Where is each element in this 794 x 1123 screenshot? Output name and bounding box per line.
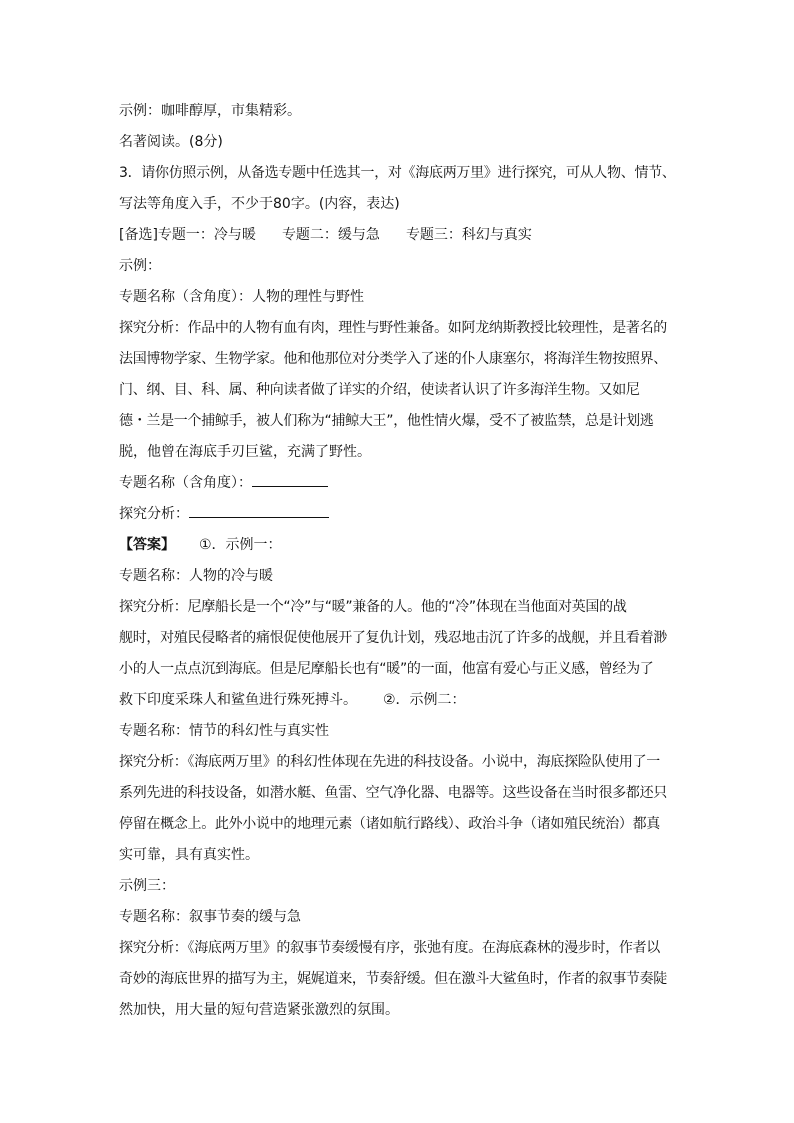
topic-option-1: [备选]专题一：冷与暖 (119, 227, 256, 243)
answer-topic-label: 专题名称（含角度）： (119, 475, 252, 491)
example-topic-name: 专题名称（含角度）：人物的理性与野性 (119, 289, 364, 305)
answer-1-analysis-end: 救下印度采珠人和鲨鱼进行殊死搏斗。 (119, 692, 357, 708)
example-analysis-line: 德・兰是一个捕鲸手，被人们称为“捕鲸大王”，他性情火爆，受不了被监禁，总是计划逃 (119, 413, 654, 429)
answer-header (119, 534, 679, 556)
answer-example-3-label: 示例三： (119, 878, 175, 894)
answer-2-analysis-line: 停留在概念上。此外小说中的地理元素（诸如航行路线）、政治斗争（诸如殖民统治）都真 (119, 816, 660, 832)
answer-3-analysis-line: 然加快，用大量的短句营造紧张激烈的氛围。 (119, 1002, 399, 1018)
section-heading: 名著阅读。(8分) (119, 134, 223, 150)
answer-1-analysis-line: 舰时，对殖民侵略者的痛恨促使他展开了复仇计划，残忍地击沉了许多的战舰，并且看着渺 (119, 630, 667, 646)
answer-2-topic: 专题名称：情节的科幻性与真实性 (119, 723, 329, 739)
answer-tag: 【答案】 (119, 537, 175, 553)
example-analysis-line: 法国博物学家、生物学家。他和他那位对分类学入了迷的仆人康塞尔，将海洋生物按照界、 (119, 351, 667, 367)
answer-1-analysis-line: 探究分析：尼摩船长是一个“冷”与“暖”兼备的人。他的“冷”体现在当他面对英国的战 (119, 599, 627, 615)
answer-topic-field (119, 472, 679, 494)
example-label: 示例： (119, 258, 161, 274)
answer-3-analysis-line: 探究分析：《海底两万里》的叙事节奏缓慢有序，张弛有度。在海底森林的漫步时，作者以 (119, 940, 660, 956)
answer-3-topic: 专题名称：叙事节奏的缓与急 (119, 909, 301, 925)
answer-analysis-blank (189, 503, 329, 518)
example-line: 示例：咖啡醇厚，市集精彩。 (119, 103, 301, 119)
answer-2-analysis-line: 系列先进的科技设备，如潜水艇、鱼雷、空气净化器、电器等。这些设备在当时很多都还只 (119, 785, 667, 801)
question-text: 3．请你仿照示例，从备选专题中任选其一，对《海底两万里》进行探究，可从人物、情节、 (119, 165, 676, 181)
example-analysis-line: 门、纲、目、科、属、种向读者做了详实的介绍，使读者认识了许多海洋生物。又如尼 (119, 382, 640, 398)
example-analysis-line: 探究分析：作品中的人物有血有肉，理性与野性兼备。如阿龙纳斯教授比较理性，是著名的 (119, 320, 667, 336)
answer-example-1-label: ①．示例一： (199, 537, 282, 553)
answer-2-analysis-line: 探究分析：《海底两万里》的科幻性体现在先进的科技设备。小说中，海底探险队使用了一 (119, 754, 660, 770)
answer-3-analysis-line: 奇妙的海底世界的描写为主，娓娓道来，节奏舒缓。但在激斗大鲨鱼时，作者的叙事节奏陡 (119, 971, 667, 987)
answer-2-analysis-line: 实可靠，具有真实性。 (119, 847, 259, 863)
answer-analysis-label: 探究分析： (119, 506, 189, 522)
answer-1-analysis-line: 小的人一点点沉到海底。但是尼摩船长也有“暖”的一面，他富有爱心与正义感，曾经为了 (119, 661, 654, 677)
topic-options (119, 224, 679, 246)
answer-analysis-field (119, 503, 679, 525)
answer-1-analysis-last (119, 689, 679, 711)
topic-option-2: 专题二：缓与急 (281, 227, 380, 243)
topic-option-3: 专题三：科幻与真实 (405, 227, 532, 243)
answer-example-2-label: ②．示例二： (383, 692, 466, 708)
example-analysis-line: 脱，他曾在海底手刃巨鲨，充满了野性。 (119, 444, 371, 460)
document-page (119, 100, 679, 1030)
answer-topic-blank (252, 472, 328, 487)
answer-1-topic: 专题名称：人物的冷与暖 (119, 568, 273, 584)
question-text-cont: 写法等角度入手，不少于80字。(内容，表达) (119, 196, 400, 212)
